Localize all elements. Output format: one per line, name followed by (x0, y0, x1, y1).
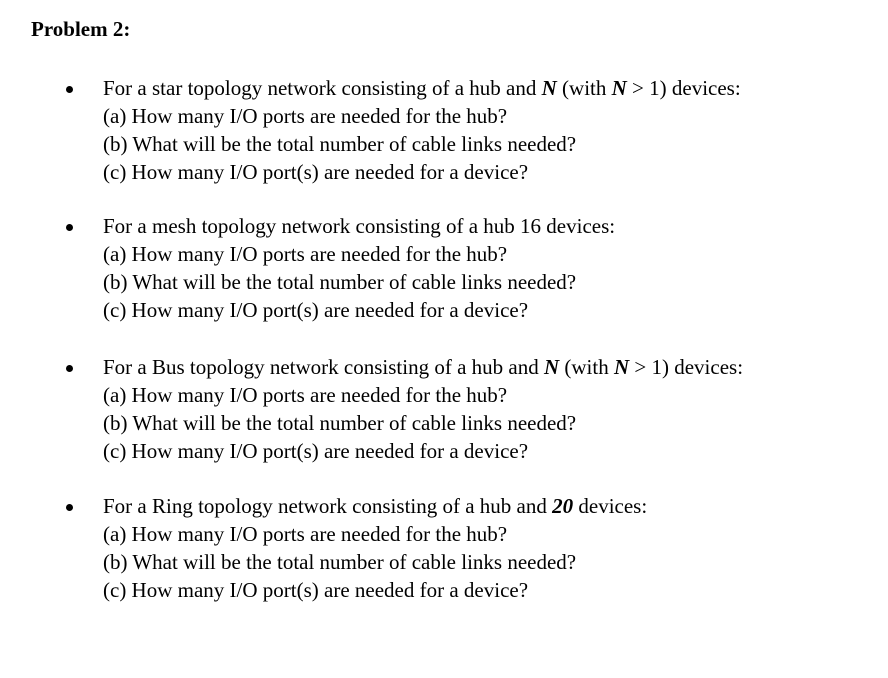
question-b: (b) What will be the total number of cable links needed? (103, 411, 577, 435)
question-c: (c) How many I/O port(s) are needed for a device? (103, 578, 529, 602)
question-a: (a) How many I/O ports are needed for the hub? (103, 242, 508, 266)
item-lead: For a Bus topology network consisting of a hub and N (with N > 1) devices: (103, 355, 744, 379)
question-c: (c) How many I/O port(s) are needed for a device? (103, 160, 529, 184)
bullet-icon (66, 224, 73, 231)
question-b: (b) What will be the total number of cable links needed? (103, 550, 577, 574)
item-lead: For a Ring topology network consisting of a hub and 20 devices: (103, 494, 648, 518)
question-b: (b) What will be the total number of cable links needed? (103, 270, 577, 294)
question-c: (c) How many I/O port(s) are needed for a device? (103, 298, 529, 322)
question-a: (a) How many I/O ports are needed for the hub? (103, 104, 508, 128)
question-a: (a) How many I/O ports are needed for the hub? (103, 383, 508, 407)
item-lead: For a mesh topology network consisting of a hub 16 devices: (103, 214, 616, 238)
question-a: (a) How many I/O ports are needed for the hub? (103, 522, 508, 546)
question-c: (c) How many I/O port(s) are needed for a device? (103, 439, 529, 463)
problem-title: Problem 2: (31, 17, 131, 41)
bullet-icon (66, 365, 73, 372)
bullet-icon (66, 86, 73, 93)
question-b: (b) What will be the total number of cable links needed? (103, 132, 577, 156)
item-lead: For a star topology network consisting of a hub and N (with N > 1) devices: (103, 76, 741, 100)
bullet-icon (66, 504, 73, 511)
